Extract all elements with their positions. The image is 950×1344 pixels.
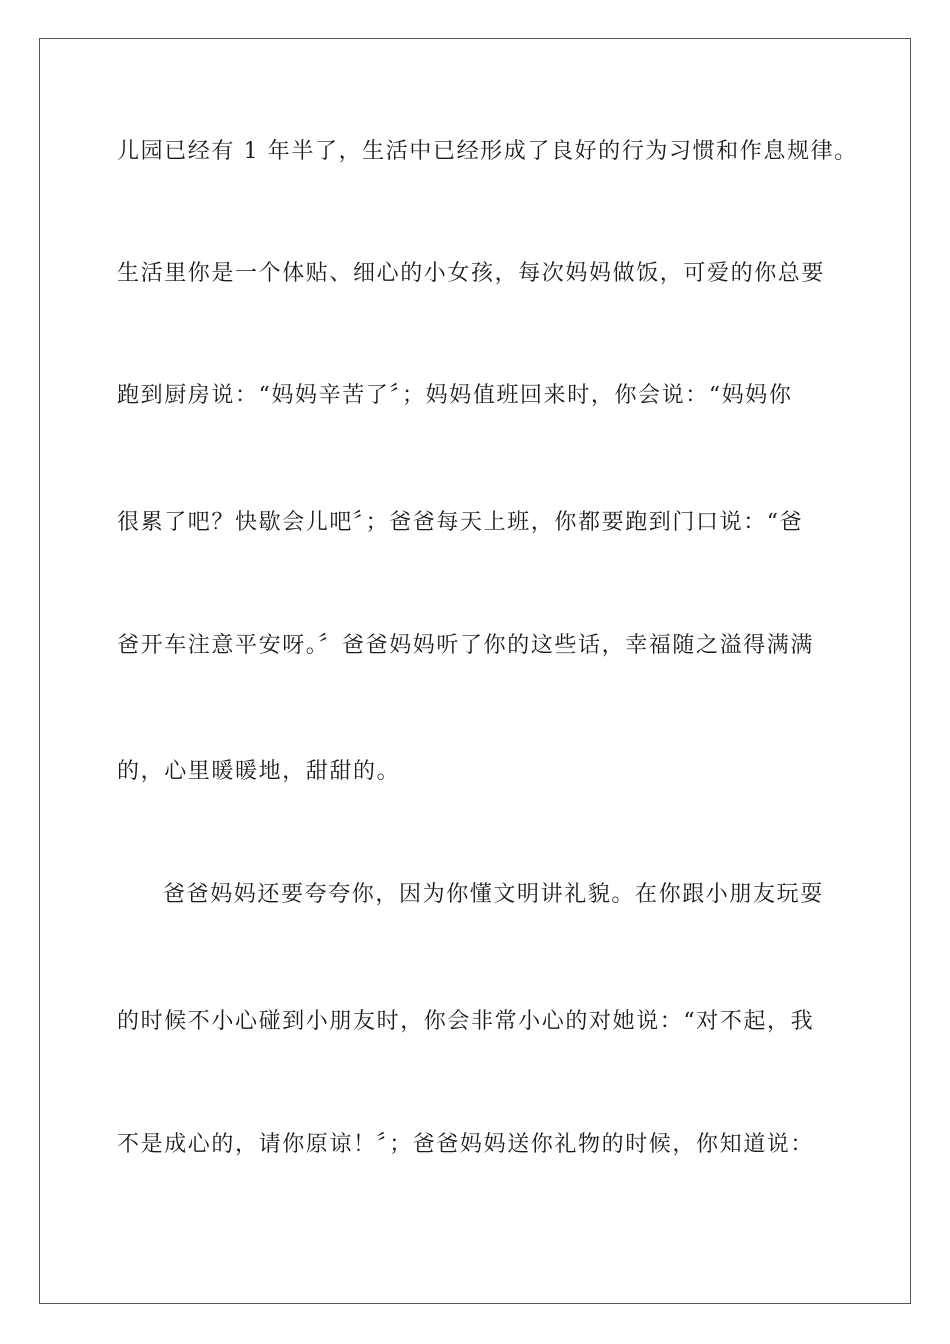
paragraph-line-8: 的时候不小心碰到小朋友时，你会非常小心的对她说：“对不起，我 — [117, 1009, 815, 1034]
paragraph-line-6: 的，心里暖暖地，甜甜的。 — [117, 759, 401, 784]
paragraph-line-3: 跑到厨房说：“妈妈辛苦了〞；妈妈值班回来时，你会说：“妈妈你 — [117, 383, 793, 408]
page-frame — [39, 38, 911, 1304]
paragraph-line-9: 不是成心的，请你原谅！〞；爸爸妈妈送你礼物的时候，你知道说： — [117, 1132, 815, 1157]
paragraph-line-7: 爸爸妈妈还要夸夸你，因为你懂文明讲礼貌。在你跟小朋友玩耍 — [163, 882, 824, 907]
paragraph-line-4: 很累了吧？快歇会儿吧〞；爸爸每天上班，你都要跑到门口说：“爸 — [117, 510, 804, 535]
paragraph-line-5: 爸开车注意平安呀。〞爸爸妈妈听了你的这些话，幸福随之溢得满满 — [117, 633, 815, 658]
paragraph-line-1: 儿园已经有 1 年半了，生活中已经形成了良好的行为习惯和作息规律。 — [117, 139, 858, 164]
paragraph-line-2: 生活里你是一个体贴、细心的小女孩，每次妈妈做饭，可爱的你总要 — [117, 261, 826, 286]
